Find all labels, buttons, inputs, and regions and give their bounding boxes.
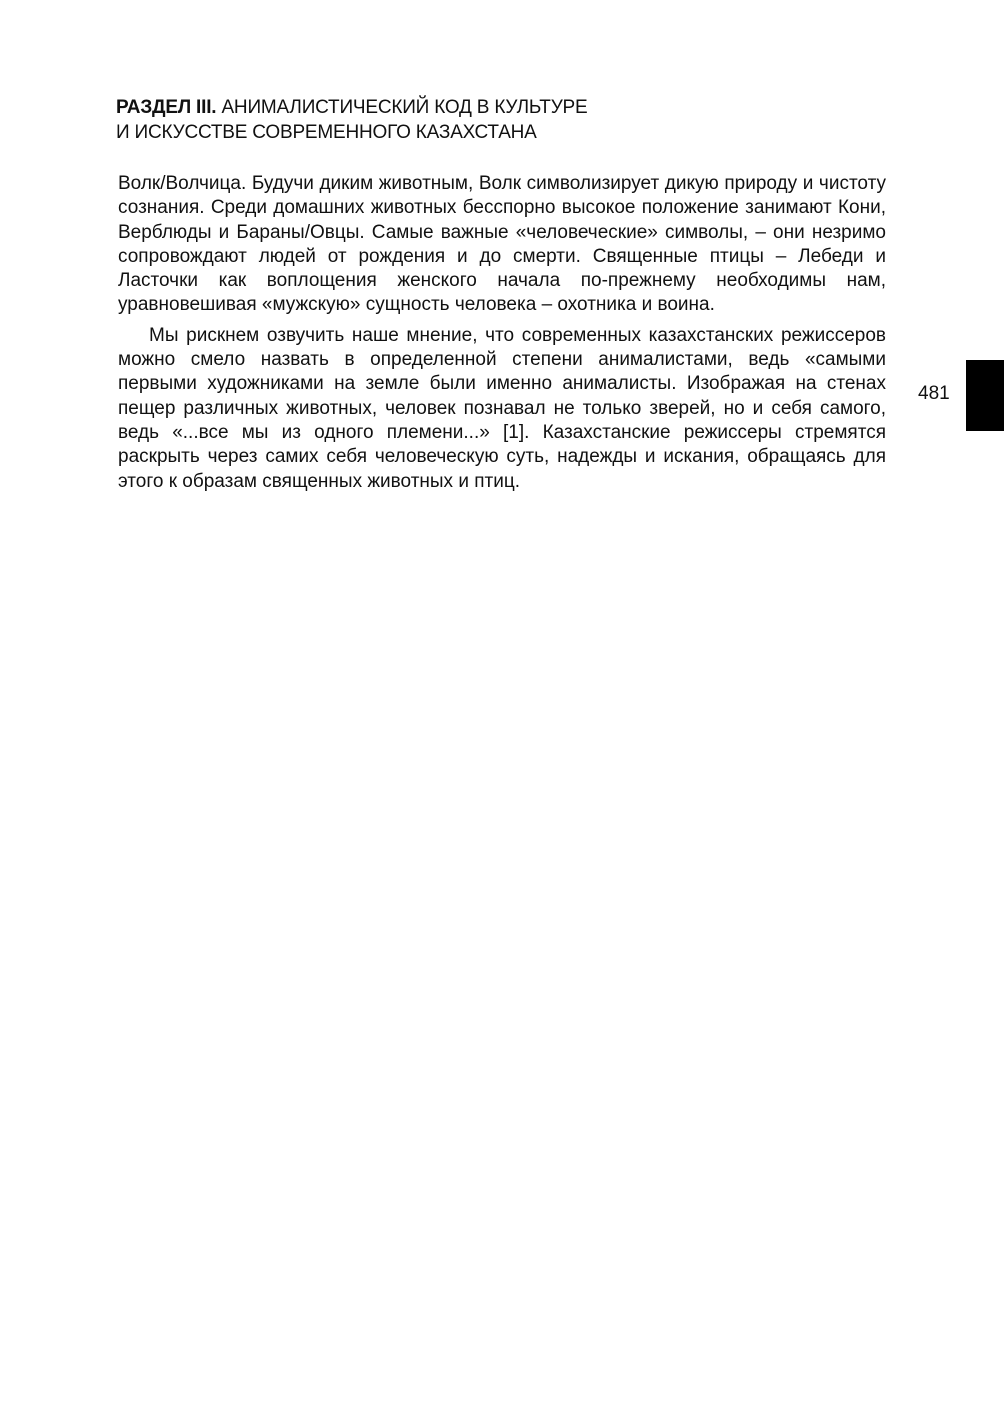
section-label: РАЗДЕЛ III. <box>116 97 217 118</box>
section-title-line1: АНИМАЛИСТИЧЕСКИЙ КОД В КУЛЬТУРЕ <box>216 97 588 118</box>
body-text <box>118 172 886 494</box>
running-header <box>116 95 816 145</box>
paragraph: Мы рискнем озвучить наше мнение, что современных казахстанских режиссеров можно смело назвать в определенной степени анималистами, ведь «самыми первыми художниками на земле были именно анималисты. Изображая на стенах пещер различных животных, человек познавал не только зверей, но и себя самого, ведь «...все мы из одного племени...» [1]. Казахстанские режиссеры стремятся раскрыть через самих себя человеческую суть, надежды и искания, обращаясь для этого к образам священных животных и птиц. <box>118 324 886 492</box>
page-number: 481 <box>918 383 950 404</box>
section-title-line2: И ИСКУССТВЕ СОВРЕМЕННОГО КАЗАХСТАНА <box>116 122 537 143</box>
section-thumb-tab <box>966 360 1004 431</box>
paragraph: Волк/Волчица. Будучи диким животным, Волк символизирует дикую природу и чистоту сознания. Среди домашних животных бесспорно высокое положение занимают Кони, Верблюды и Бараны/Овцы. Самые важные «человеческие» символы, – они незримо сопровождают людей от рождения и до смерти. Священные птицы – Лебеди и Ласточки как воплощения женского начала по-прежнему необходимы нам, уравновешивая «мужскую» сущность человека – охотника и воина. <box>118 173 886 316</box>
